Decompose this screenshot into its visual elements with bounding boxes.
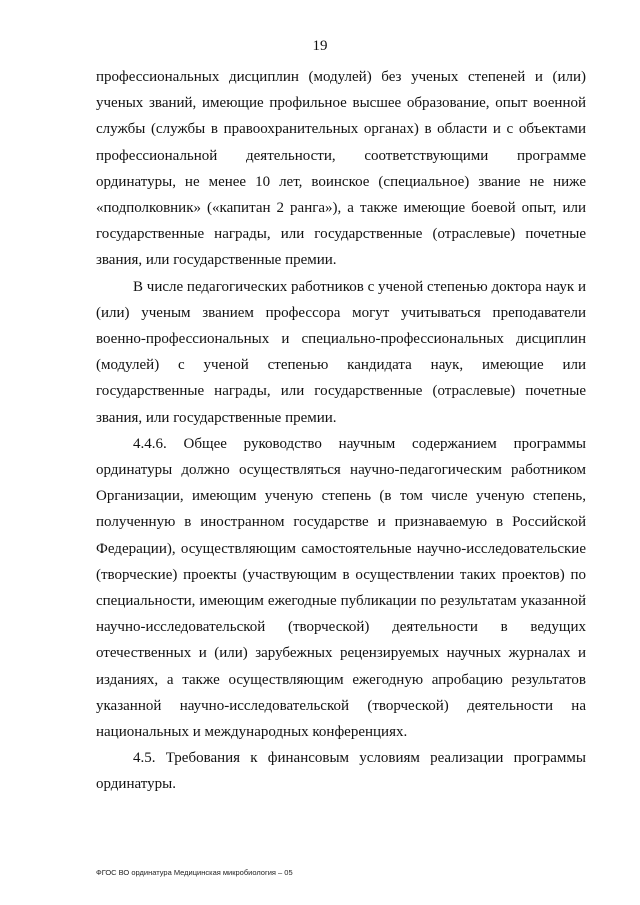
paragraph-doctors-professors: В числе педагогических работников с ученой степенью доктора наук и (или) ученым званием профессора могут учитываться преподаватели военно-профессиональных и специально-профессиональных дисциплин (модулей) с ученой степенью кандидата наук, имеющие или государственные награды, или государственные (отраслевые) почетные звания, или государственные премии. bbox=[96, 278, 586, 426]
paragraph-4-4-6: 4.4.6. Общее руководство научным содержанием программы ординатуры должно осуществляться научно-педагогическим работником Организации, имеющим ученую степень (в том числе ученую степень, полученную в иностранном государстве и признаваемую в Российской Федерации), осуществляющим самостоятельные научно-исследовательские (творческие) проекты (участвующим в осуществлении таких проектов) по специальности, имеющим ежегодные публикации по результатам указанной научно-исследовательской (творческой) деятельности в ведущих отечественных и (или) зарубежных рецензируемых научных журналах и изданиях, а также осуществляющим ежегодную апробацию результатов указанной научно-исследовательской (творческой) деятельности на национальных и международных конференциях. bbox=[96, 435, 586, 741]
page-footer: ФГОС ВО ординатура Медицинская микробиология – 05 bbox=[96, 868, 293, 877]
paragraph-4-5: 4.5. Требования к финансовым условиям реализации программы ординатуры. bbox=[96, 750, 586, 793]
paragraph-continuation: профессиональных дисциплин (модулей) без ученых степеней и (или) ученых званий, имеющие профильное высшее образование, опыт военной службы (службы в правоохранительных органах) в области и с объектами профессиональной деятельности, соответствующими программе ординатуры, не менее 10 лет, воинское (специальное) звание не ниже «подполковник» («капитан 2 ранга»), а также имеющие боевой опыт, или государственные награды, или государственные (отраслевые) почетные звания, или государственные премии. bbox=[96, 69, 586, 269]
document-body bbox=[96, 64, 586, 798]
page-number: 19 bbox=[312, 38, 328, 54]
